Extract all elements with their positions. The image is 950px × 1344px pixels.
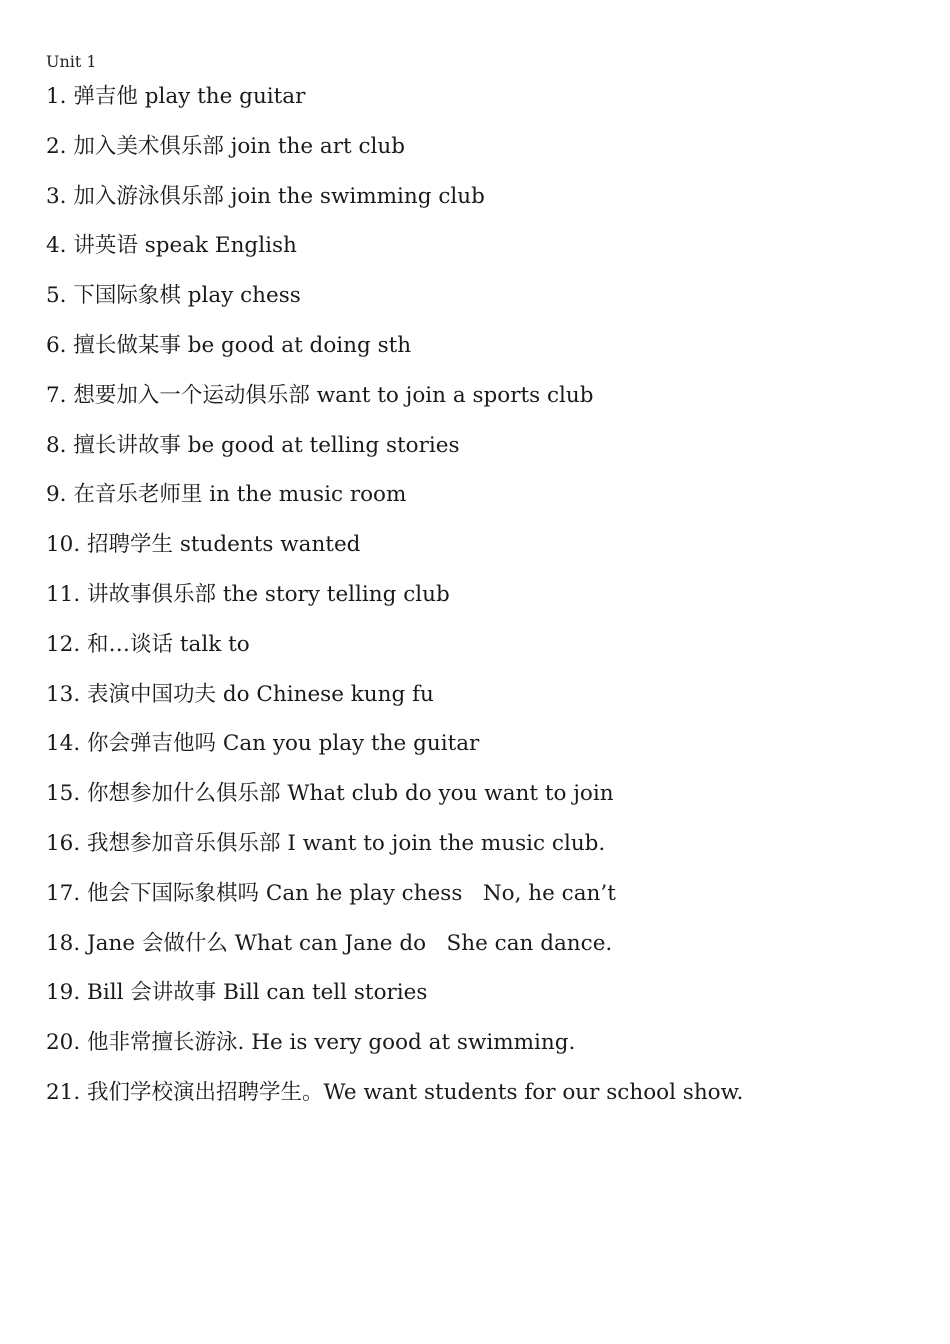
item-number: 1. bbox=[46, 84, 67, 109]
item-text: 我们学校演出招聘学生。We want students for our school show. bbox=[87, 1079, 744, 1105]
unit-heading: Unit 1 bbox=[46, 52, 97, 71]
item-number: 18. bbox=[46, 930, 81, 956]
item-text: 你会弹吉他吗 Can you play the guitar bbox=[87, 731, 480, 757]
item-text: 在音乐老师里 in the music room bbox=[73, 482, 407, 508]
item-text: 你想参加什么俱乐部 What club do you want to join bbox=[87, 781, 614, 807]
document-page bbox=[46, 50, 926, 1130]
item-number: 5. bbox=[46, 283, 67, 309]
list-item bbox=[46, 482, 926, 508]
item-text: 和…谈话 talk to bbox=[87, 631, 250, 657]
item-text: 下国际象棋 play chess bbox=[73, 283, 301, 309]
item-text: Bill 会讲故事 Bill can tell stories bbox=[87, 980, 428, 1006]
item-number: 14. bbox=[46, 731, 81, 757]
list-item bbox=[46, 731, 926, 757]
item-number: 3. bbox=[46, 183, 67, 209]
list-item bbox=[46, 383, 926, 409]
item-number: 4. bbox=[46, 233, 67, 259]
list-item bbox=[46, 84, 926, 110]
list-item bbox=[46, 682, 926, 708]
item-text: 表演中国功夫 do Chinese kung fu bbox=[87, 681, 434, 707]
list-item bbox=[46, 532, 926, 558]
item-number: 13. bbox=[46, 681, 81, 707]
item-number: 10. bbox=[46, 532, 81, 558]
list-item bbox=[46, 781, 926, 807]
list-item bbox=[46, 831, 926, 857]
item-text: 擅长做某事 be good at doing sth bbox=[73, 332, 412, 358]
list-item bbox=[46, 881, 926, 907]
list-item bbox=[46, 980, 926, 1006]
item-text: 讲故事俱乐部 the story telling club bbox=[87, 581, 450, 607]
item-text: 讲英语 speak English bbox=[73, 233, 297, 259]
item-number: 19. bbox=[46, 980, 81, 1006]
list-item bbox=[46, 134, 926, 160]
list-item bbox=[46, 1080, 926, 1106]
list-item bbox=[46, 233, 926, 259]
item-text: Jane 会做什么 What can Jane do She can dance. bbox=[87, 930, 613, 956]
item-text: 加入美术俱乐部 join the art club bbox=[73, 133, 406, 159]
item-number: 7. bbox=[46, 382, 67, 408]
item-number: 15. bbox=[46, 781, 81, 807]
item-text: 擅长讲故事 be good at telling stories bbox=[73, 432, 460, 458]
item-number: 16. bbox=[46, 830, 81, 856]
list-item bbox=[46, 283, 926, 309]
item-text: 他会下国际象棋吗 Can he play chess No, he can’t bbox=[87, 880, 616, 906]
list-item bbox=[46, 333, 926, 359]
list-item bbox=[46, 582, 926, 608]
item-number: 2. bbox=[46, 133, 67, 159]
item-text: 他非常擅长游泳. He is very good at swimming. bbox=[87, 1030, 576, 1056]
item-number: 12. bbox=[46, 631, 81, 657]
item-number: 21. bbox=[46, 1079, 81, 1105]
item-number: 20. bbox=[46, 1030, 81, 1056]
item-number: 9. bbox=[46, 482, 67, 508]
vocabulary-list bbox=[46, 84, 926, 1106]
list-item bbox=[46, 632, 926, 658]
item-number: 8. bbox=[46, 432, 67, 458]
item-text: 想要加入一个运动俱乐部 want to join a sports club bbox=[73, 382, 594, 408]
item-number: 6. bbox=[46, 332, 67, 358]
list-item bbox=[46, 931, 926, 957]
list-item bbox=[46, 1030, 926, 1056]
item-number: 11. bbox=[46, 581, 81, 607]
item-number: 17. bbox=[46, 880, 81, 906]
list-item bbox=[46, 433, 926, 459]
item-text: 弹吉他 play the guitar bbox=[73, 84, 306, 109]
item-text: 我想参加音乐俱乐部 I want to join the music club. bbox=[87, 830, 606, 856]
item-text: 加入游泳俱乐部 join the swimming club bbox=[73, 183, 485, 209]
item-text: 招聘学生 students wanted bbox=[87, 532, 361, 558]
list-item bbox=[46, 184, 926, 210]
